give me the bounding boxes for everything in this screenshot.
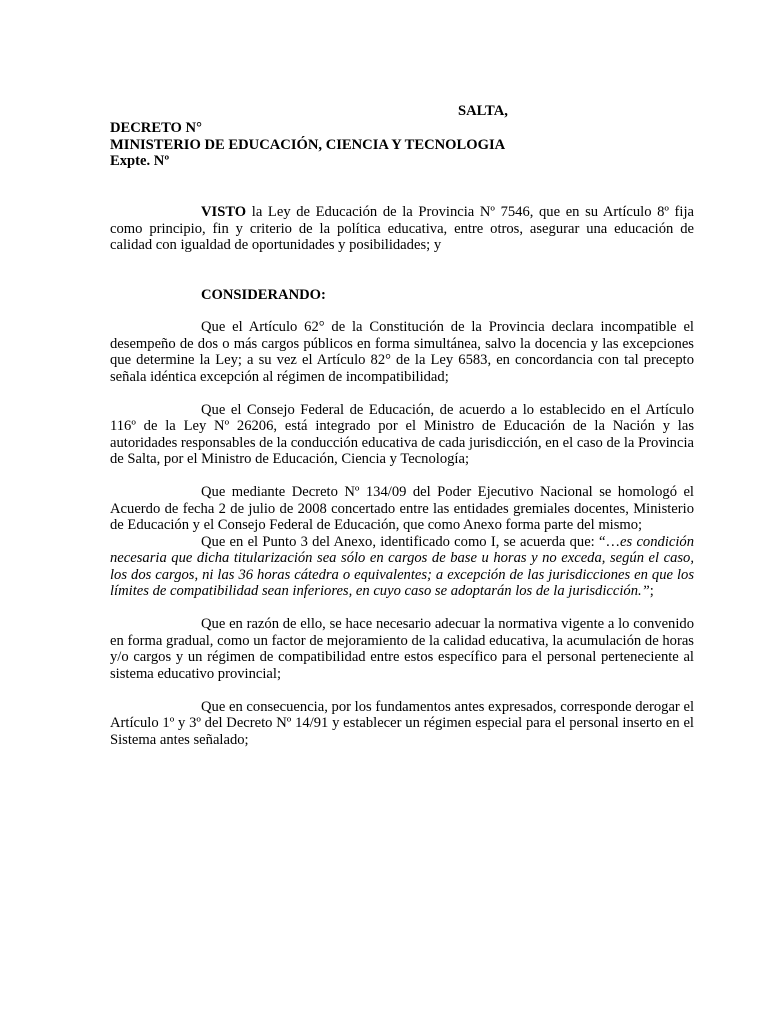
considerando-paragraph-1: Que el Artículo 62° de la Constitución de la Provincia declara incompatible el desempeño de dos o más cargos públicos en forma simultánea, salvo la docencia y las excepciones que determine la Ley; a su vez el Artículo 82° de la Ley 6583, en concordancia con tal precepto señala idéntica excepción al régimen de incompatibilidad; [110,319,694,385]
document-header [110,120,505,170]
considerando-heading: CONSIDERANDO: [201,286,326,303]
ministry-name: MINISTERIO DE EDUCACIÓN, CIENCIA Y TECNOLOGIA [110,136,506,153]
document-body [110,204,694,748]
quote-end: ; [649,583,654,599]
visto-paragraph [110,204,694,254]
visto-text: la Ley de Educación de la Provincia Nº 7546, que en su Artículo 8º fija como principio, fin y criterio de la política educativa, entre otros, asegurar una educación de calidad con igualdad de oportunidades y posibilidades; y [110,204,694,253]
location-date-line: SALTA, [458,103,508,119]
visto-lead: VISTO [201,204,247,220]
considerando-paragraph-3: Que mediante Decreto Nº 134/09 del Poder Ejecutivo Nacional se homologó el Acuerdo de fecha 2 de julio de 2008 concertado entre las entidades gremiales docentes, Ministerio de Educación y el Consejo Federal de Educación, que como Anexo forma parte del mismo; [110,484,694,533]
decree-number: DECRETO N° [110,120,202,136]
considerando-paragraph-5: Que en razón de ello, se hace necesario adecuar la normativa vigente a lo convenido en forma gradual, como un factor de mejoramiento de la calidad educativa, la acumulación de horas y/o cargos y un régimen de compatibilidad entre estos específico para el personal perteneciente al sistema educativo provincial; [110,616,694,682]
considerando-paragraph-2: Que el Consejo Federal de Educación, de acuerdo a lo establecido en el Artículo 116º de la Ley Nº 26206, está integrado por el Ministro de Educación de la Nación y las autoridades responsables de la conducción educativa de cada jurisdicción, en el caso de la Provincia de Salta, por el Ministro de Educación, Ciencia y Tecnología; [110,401,694,467]
considerando-paragraph-6: Que en consecuencia, por los fundamentos antes expresados, corresponde derogar el Artículo 1º y 3º del Decreto Nº 14/91 y establecer un régimen especial para el personal inserto en el Sistema antes señalado; [110,698,694,748]
quoted-agreement: es condición necesaria que dicha titularización sea sólo en cargos de base u horas y no exceda, según el caso, los dos cargos, ni las 36 horas cátedra o equivalentes; a excepción de las jurisdicciones en que los límites de compatibilidad sean inferiores, en cuyo caso se adoptarán los de la jurisdicción.” [110,533,694,599]
file-number: Expte. Nº [110,153,170,169]
considerando-paragraph-4 [110,534,694,600]
quote-intro: Que en el Punto 3 del Anexo, identificado como I, se acuerda que: “… [201,533,621,550]
